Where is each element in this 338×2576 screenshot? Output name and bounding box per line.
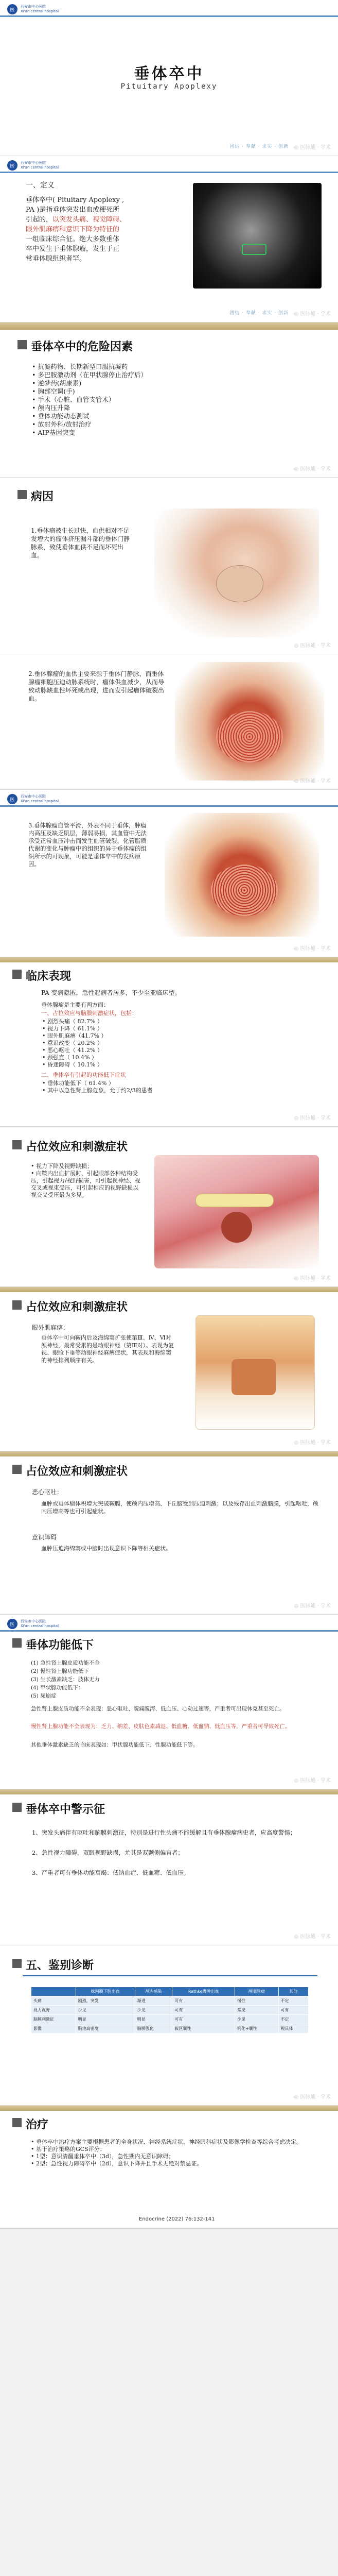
clinical-sub3: 二、垂体卒有引起的功能低下症状 (41, 1072, 126, 1078)
section-title: 占位效应和刺激症状 (26, 1298, 128, 1314)
table-header: 颅内感染 (135, 1987, 172, 1996)
table-row (31, 2024, 309, 2033)
slide-hypopituitarism (0, 1615, 338, 1789)
table-cell: 视力视野 (31, 2006, 76, 2015)
list-item: 1、突发头痛伴有呕吐和脑膜刺激征，特别是进行性头痛不能缓解且有垂体腺瘤病史者，应高度警惕； (32, 1829, 296, 1836)
list-item: • 2型：急性视力障碍卒中（2d），意识下降并且手术无绝对禁忌证。 (31, 2160, 319, 2167)
watermark: ◎ 医脉通 · 学术 (294, 466, 331, 472)
risk-factor-list (32, 363, 320, 437)
hospital-logo (7, 4, 59, 14)
list-item: (3) 生长激素缺乏：肢体无力 (31, 1676, 100, 1683)
definition-heading: 一、定义 (26, 181, 55, 190)
hospital-seal-icon: 医 (7, 4, 17, 14)
header-line (0, 805, 338, 807)
watermark: ◎ 医脉通 · 学术 (294, 1778, 331, 1784)
table-cell: 慢性 (235, 1996, 278, 2006)
watermark: ◎ 医脉通 · 学术 (294, 1115, 331, 1121)
slide-clinical (0, 957, 338, 1127)
slide-mass-effect-3 (0, 1451, 338, 1615)
header-line (0, 1630, 338, 1632)
treatment-list (31, 2139, 319, 2167)
slide-etiology-1 (0, 478, 338, 654)
consciousness-text: 血肿压迫海绵窦或中脑时出现意识下降等相关症状。 (41, 1545, 171, 1552)
ddx-table (31, 1987, 309, 2033)
table-cell: 明显 (135, 2015, 172, 2024)
slide-ddx (0, 1945, 338, 2106)
list-item: • 多巴胺激动剂（在甲状腺停止治疗后） (32, 371, 320, 379)
section-title: 垂体卒中警示征 (26, 1801, 105, 1817)
table-header (31, 1987, 76, 1996)
cavernous-core-shape (232, 1359, 276, 1395)
hospital-logo (7, 160, 59, 171)
hospital-name: 西安市中心医院 Xi'an central hospital (21, 1619, 59, 1628)
list-item: • AIP基因突变 (32, 429, 320, 437)
section-bar (0, 957, 338, 962)
table-header: 颅咽管瘤 (235, 1987, 278, 1996)
list-item: • 昏迷障碍（ 10.1% ） (42, 1061, 106, 1069)
list-item: (2) 慢性肾上腺功能低下 (31, 1668, 89, 1674)
eom-text: 垂体卒中可向鞍内后及海绵窦扩张使第Ⅲ、Ⅳ、Ⅵ对颅神经，最常受累的是动眼神经（第Ⅲ对）。表现为复视、眼睑下垂等动眼神经麻痹症状，其表现和海绵窦的神经排列顺序有关。 (41, 1334, 174, 1364)
hypo-detail-3: 其他垂体激素缺乏的临床表现如：甲状腺功能低下、性腺功能低下等。 (31, 1742, 199, 1748)
title-underline (23, 1975, 317, 1976)
eom-item: 眼外肌麻痹： (32, 1324, 69, 1331)
list-item: (4) 甲状腺功能低下： (31, 1685, 84, 1691)
slide-treatment (0, 2106, 338, 2229)
table-row (31, 2006, 309, 2015)
section-title: 垂体功能低下 (26, 1636, 94, 1652)
clinical-sub1: 垂体腺瘤是主要有两方面： (41, 1002, 109, 1008)
table-cell: 可有 (172, 2015, 235, 2024)
vomit-item: 恶心呕吐： (32, 1488, 63, 1496)
table-cell: 可有 (278, 2006, 308, 2015)
list-item: • 向鞍内出血扩展时，引起眼部各种结构受压，引起视力/视野损害，可引起视神经、视交叉或视束受压，可引起相应的视野缺损以视交叉受压最为多见。 (31, 1170, 141, 1199)
list-item: • 胸部空调(手) (32, 387, 320, 396)
warning-list (32, 1828, 317, 1877)
hypo-list (31, 1659, 319, 1700)
table-cell: 渐进 (135, 1996, 172, 2006)
section-bar (0, 2106, 338, 2111)
slide-definition (0, 156, 338, 323)
optic-nerve-shape (195, 1194, 274, 1207)
page-title: 垂体卒中 (134, 65, 204, 83)
etiology-text-1: 1.垂体瘤被生长过快，血供相对不足发增大的瘤体挤压漏斗部的垂体门静脉系，致使垂体血供不足而坏死出血。 (31, 527, 130, 559)
definition-text: 垂体卒中( Pituitary Apoplexy , PA )是指垂体突发出血或梗死所 引起的，以突发头痛、视觉障碍、 眼外肌麻痹和意识下降为特征的 一组临床综合征。绝大多数垂体 卒中发生于垂体腺瘤，发生于正 常垂体腺组织者罕。 (26, 196, 127, 263)
list-item: • 视力下降（ 61.1% ） (42, 1025, 106, 1032)
table-cell: 影像 (31, 2024, 76, 2033)
table-cell: 常见 (235, 2006, 278, 2015)
table-cell: 脑膜强化 (135, 2024, 172, 2033)
list-item: • 抗凝药物、长期新型口服抗凝药 (32, 363, 320, 371)
watermark: ◎ 医脉通 · 学术 (294, 1603, 331, 1609)
hospital-name: 西安市中心医院 Xi'an central hospital (21, 161, 59, 170)
consciousness-item: 意识障碍 (32, 1534, 57, 1541)
watermark: ◎ 医脉通 · 学术 (294, 2094, 331, 2100)
watermark: ◎ 医脉通 · 学术 (294, 1934, 331, 1940)
etiology-text-3: 3.垂体腺瘤血管平滑，外表不同于垂体，肿瘤内高压及缺乏肌层，薄弱易损，其血管中无法承受正常血压冲击而发生血管破裂，化管脂质代谢的变化与肿瘤中的组织的异于垂体瘤的组织所示的可现象，可能是垂体卒中的发病原因。 (28, 822, 147, 868)
table-cell: 明显 (76, 2015, 135, 2024)
section-title: 病因 (31, 488, 54, 504)
list-item: • 1型：意识清醒垂体卒中（3d），急性期内无意识障碍； (31, 2153, 319, 2160)
table-header-row (31, 1987, 309, 1996)
table-cell: 不定 (278, 2015, 308, 2024)
list-item: 2、急性视力障碍，双眼视野缺损，尤其是双颞侧偏盲者； (32, 1849, 184, 1856)
footer-tags: 团结 · 奉献 · 求实 · 创新 (229, 311, 289, 316)
table-cell: 钙化+囊性 (235, 2024, 278, 2033)
table-cell: 少见 (235, 2015, 278, 2024)
list-item: • 剧烈头痛（ 82.7% ） (42, 1018, 106, 1025)
hypo-detail-1: 急性肾上腺皮质功能不全表现：恶心呕吐、腹痛腹泻、低血压、心动过速等，严重者可出现休克甚至死亡。 (31, 1706, 285, 1712)
watermark: ◎ 医脉通 · 学术 (294, 311, 331, 317)
hypo-detail-2: 慢性肾上腺功能不全表现为：乏力、纳差、皮肤色素减退、低血糖、低血钠、低血压等，严重者可导致死亡。 (31, 1723, 290, 1730)
watermark: ◎ 医脉通 · 学术 (294, 643, 331, 649)
table-cell: 可有 (172, 1996, 235, 2006)
section-title: 五、鉴别诊断 (26, 1957, 94, 1973)
hospital-seal-icon: 医 (7, 160, 17, 171)
watermark: ◎ 医脉通 · 学术 (294, 946, 331, 952)
hospital-logo (7, 794, 59, 804)
tumor-shape (221, 1212, 252, 1243)
section-bar (0, 1789, 338, 1794)
list-item: (1) 急性肾上腺皮质功能不全 (31, 1660, 100, 1666)
hospital-name: 西安市中心医院 Xi'an central hospital (21, 794, 59, 803)
hospital-name: 西安市中心医院 Xi'an central hospital (21, 5, 59, 13)
mri-image (193, 183, 322, 289)
section-bar (0, 1451, 338, 1456)
slide-etiology-3 (0, 790, 338, 957)
table-cell: 剧烈，突发 (76, 1996, 135, 2006)
list-item: • 垂体卒中治疗方案主要根据患者的全身状况、神经系统症状、神经眼科症状及影像学检查等综合考虑决定。 (31, 2139, 319, 2146)
list-item: • 放射外科/放射治疗 (32, 420, 320, 429)
table-cell: 头痛 (31, 1996, 76, 2006)
watermark: ◎ 医脉通 · 学术 (294, 1440, 331, 1446)
page-subtitle: Pituitary Apoplexy (120, 82, 218, 91)
hospital-seal-icon: 医 (7, 1619, 17, 1629)
section-title: 占位效应和刺激症状 (26, 1138, 128, 1154)
section-title: 占位效应和刺激症状 (26, 1463, 128, 1479)
slide-mass-effect-2 (0, 1287, 338, 1451)
vomit-text: 血肿或垂体瘤体积增大突破鞍膈，使颅内压增高、下丘脑受到压迫刺激；以及残存出血刺激脑膜，引起呕吐，颅内压增高等也可引起症状。 (41, 1500, 318, 1515)
list-item: • 其中以急性肾上腺危象，允于约2/3的患者 (42, 1087, 153, 1094)
list-item: • 垂体功能动态测试 (32, 412, 320, 420)
table-cell: 可有 (172, 2006, 235, 2015)
slide-mass-effect-1 (0, 1127, 338, 1287)
table-cell: 脑膜刺激征 (31, 2015, 76, 2024)
table-header: 蛛网膜下腔出血 (76, 1987, 135, 1996)
slide-etiology-2 (0, 654, 338, 790)
clinical-lead: PA 变病隐匿，急性起病者居多，不少至亚临床型。 (41, 989, 181, 996)
hospital-logo (7, 1619, 59, 1629)
section-bar (0, 323, 338, 330)
table-cell: 鞍区囊性 (172, 2024, 235, 2033)
mri-highlight (242, 244, 266, 255)
table-header: Rathke囊肿出血 (172, 1987, 235, 1996)
slide-warning-signs (0, 1789, 338, 1945)
table-cell: 少见 (135, 2006, 172, 2015)
symptom-list (42, 1018, 106, 1069)
table-cell: 不定 (278, 1996, 308, 2006)
list-item: • 逆梦药(胡康素) (32, 379, 320, 387)
section-title: 垂体卒中的危险因素 (31, 338, 133, 354)
clinical-sub2: 一、占位效应与脑膜刺激症状，包括： (41, 1010, 137, 1016)
list-item: • 垂体功能低下（ 61.4% ） (42, 1080, 153, 1087)
watermark: ◎ 医脉通 · 学术 (294, 778, 331, 784)
list-item: • 意识改变（ 20.2% ） (42, 1040, 106, 1047)
table-cell: 少见 (76, 2006, 135, 2015)
footer-tags: 团结 · 奉献 · 求实 · 创新 (229, 144, 289, 149)
table-header: 其他 (278, 1987, 308, 1996)
table-cell: 视具体 (278, 2024, 308, 2033)
header-line (0, 172, 338, 173)
table-row (31, 1996, 309, 2006)
hospital-seal-icon: 医 (7, 794, 17, 804)
list-item: • 颅内压升降 (32, 404, 320, 412)
pituitary-gland-shape (216, 565, 263, 602)
list-item: • 视力下降及视野缺损； (31, 1163, 141, 1170)
list-item: • 颈强直（ 10.4% ） (42, 1054, 106, 1061)
table-cell: 脑池高密度 (76, 2024, 135, 2033)
section-title: 治疗 (26, 2116, 48, 2132)
slide-title (0, 0, 338, 156)
list-item: • 眼外肌麻痹（41.7% ） (42, 1032, 106, 1040)
slide-risk-factors (0, 323, 338, 478)
etiology-text-2: 2.垂体腺瘤的血供主要来源于垂体门静脉，而垂体腺瘤细胞压迫动脉系统时，瘤体供血减少，从而导致动脉缺血性坏死或出现，进而发引起瘤体破裂出血。 (28, 670, 165, 702)
mass-effect-list (31, 1163, 141, 1199)
watermark: ◎ 医脉通 · 学术 (294, 1276, 331, 1281)
table-row (31, 2015, 309, 2024)
header-line (0, 15, 338, 17)
list-item: • 恶心呕吐（ 41.2% ） (42, 1047, 106, 1054)
section-bar (0, 1287, 338, 1292)
hypofunction-list (42, 1080, 153, 1094)
list-item: (5) 尿崩症 (31, 1693, 57, 1699)
list-item: • 手术（心脏、血管支管术） (32, 396, 320, 404)
hemorrhage-mesh (211, 865, 278, 916)
section-title: 临床表现 (26, 968, 71, 984)
watermark: ◎ 医脉通 · 学术 (294, 145, 331, 150)
citation: Endocrine (2022) 76:132-141 (139, 2216, 215, 2222)
list-item: 3、严重者可有垂体功能衰竭：低钠血症、低血糖、低血压。 (32, 1869, 190, 1876)
list-item: • 基于治疗策略的GCS评分： (31, 2146, 319, 2153)
vessel-mesh (216, 711, 283, 762)
